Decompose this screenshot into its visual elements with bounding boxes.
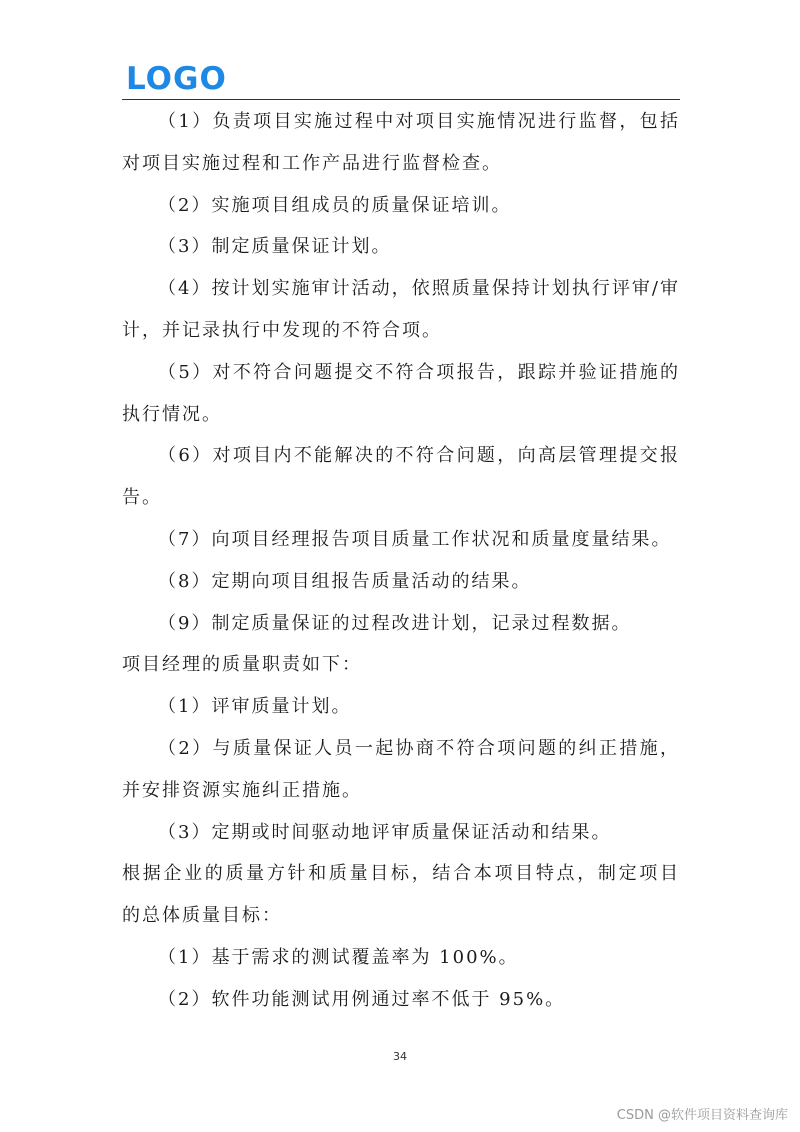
- paragraph-qa-duty-7: （7）向项目经理报告项目质量工作状况和质量度量结果。: [158, 528, 672, 550]
- paragraph-qa-duty-6: （6）对项目内不能解决的不符合问题，向高层管理提交报告。: [122, 445, 680, 509]
- paragraph-pm-duty-3: （3）定期或时间驱动地评审质量保证活动和结果。: [158, 821, 612, 843]
- paragraph-quality-goal-2: （2）软件功能测试用例通过率不低于 95%。: [158, 988, 566, 1010]
- paragraph-qa-duty-1: （1）负责项目实施过程中对项目实施情况进行监督，包括对项目实施过程和工作产品进行监督检查。: [122, 111, 680, 174]
- paragraph-qa-duty-9: （9）制定质量保证的过程改进计划，记录过程数据。: [158, 612, 632, 634]
- header-divider: [122, 99, 680, 100]
- paragraph-quality-goals-intro: 根据企业的质量方针和质量目标，结合本项目特点，制定项目的总体质量目标：: [122, 863, 680, 927]
- paragraph-qa-duty-4: （4）按计划实施审计活动，依照质量保持计划执行评审/审计，并记录执行中发现的不符合项。: [122, 278, 680, 341]
- paragraph-qa-duty-5: （5）对不符合问题提交不符合项报告，跟踪并验证措施的执行情况。: [122, 361, 680, 425]
- paragraph-pm-duty-2: （2）与质量保证人员一起协商不符合项问题的纠正措施，并安排资源实施纠正措施。: [122, 737, 680, 801]
- logo: LOGO: [126, 61, 227, 97]
- document-body: [122, 101, 680, 1021]
- paragraph-pm-duties-heading: 项目经理的质量职责如下：: [122, 654, 362, 676]
- watermark: CSDN @软件项目资料查询库: [616, 1108, 788, 1123]
- paragraph-pm-duty-1: （1）评审质量计划。: [158, 696, 352, 718]
- page-number: 34: [393, 1050, 407, 1063]
- paragraph-quality-goal-1: （1）基于需求的测试覆盖率为 100%。: [158, 946, 519, 968]
- paragraph-qa-duty-2: （2）实施项目组成员的质量保证培训。: [158, 194, 512, 216]
- paragraph-qa-duty-8: （8）定期向项目组报告质量活动的结果。: [158, 570, 532, 592]
- paragraph-qa-duty-3: （3）制定质量保证计划。: [158, 236, 392, 258]
